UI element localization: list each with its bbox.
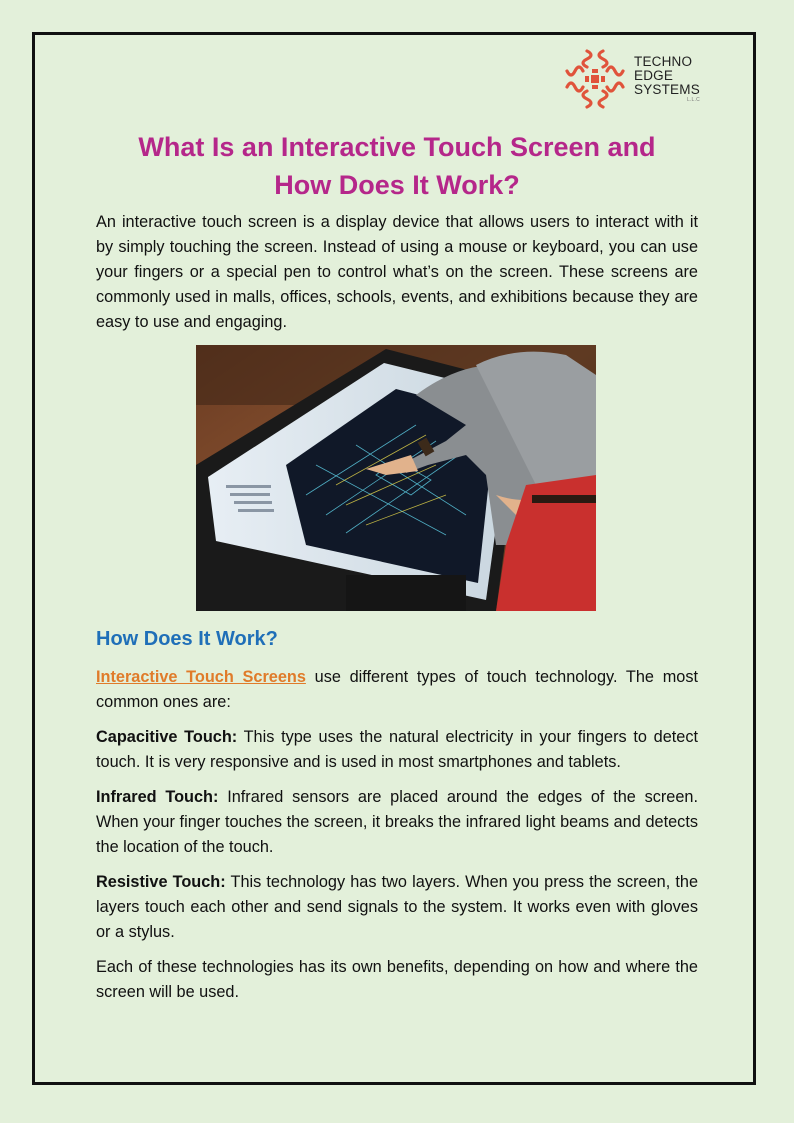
logo-line-2: EDGE xyxy=(634,68,674,83)
intro-paragraph: An interactive touch screen is a display device that allows users to interact with it by simply touching the screen. Instead of using a mouse or keyboard, you can use your fingers or a special pen to control what’s on the screen. These screens are commonly used in malls, offices, schools, events, and exhibitions because they are easy to use and engaging. xyxy=(96,213,698,331)
section-lead-text: use different types of touch technology. The most common ones are: xyxy=(96,668,698,711)
capacitive-term: Capacitive Touch: xyxy=(96,728,238,746)
interactive-touch-screens-link[interactable]: Interactive Touch Screens xyxy=(96,668,306,686)
logo-wordmark xyxy=(634,55,700,103)
infrared-paragraph xyxy=(96,785,698,860)
infrared-text: Infrared sensors are placed around the edges of the screen. When your finger touches the screen, it breaks the infrared light beams and detects the location of the touch. xyxy=(96,788,698,856)
infrared-term: Infrared Touch: xyxy=(96,788,219,806)
logo-line-3: SYSTEMS xyxy=(634,82,700,97)
closing-paragraph: Each of these technologies has its own benefits, depending on how and where the screen will be used. xyxy=(96,958,698,1001)
capacitive-text: This type uses the natural electricity in your fingers to detect touch. It is very responsive and is used in most smartphones and tablets. xyxy=(96,728,698,771)
touch-screen-photo xyxy=(196,345,596,611)
logo-line-1: TECHNO xyxy=(634,54,693,69)
company-logo xyxy=(563,46,713,112)
resistive-text: This technology has two layers. When you press the screen, the layers touch each other and send signals to the system. It works even with gloves or a stylus. xyxy=(96,873,698,941)
title-line-1: What Is an Interactive Touch Screen and xyxy=(138,132,656,162)
page-title xyxy=(96,128,698,204)
title-line-2: How Does It Work? xyxy=(274,170,520,200)
capacitive-paragraph xyxy=(96,725,698,775)
logo-llc: L.L.C xyxy=(686,97,700,103)
section-lead xyxy=(96,665,698,715)
techno-edge-logo-icon xyxy=(563,47,627,111)
section-heading: How Does It Work? xyxy=(96,628,278,650)
resistive-paragraph xyxy=(96,870,698,945)
resistive-term: Resistive Touch: xyxy=(96,873,226,891)
